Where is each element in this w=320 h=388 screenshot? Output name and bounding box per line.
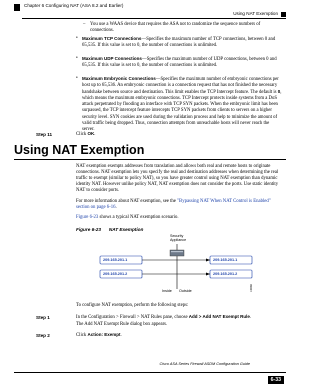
step-1-text: In the Configuration > Firewall > NAT Rules pane, choose Add > Add NAT Exempt Rule.: [76, 314, 252, 320]
add-nat-exempt-rule-keyword: Add > Add NAT Exempt Rule: [188, 314, 250, 319]
step-11-text: Click OK.: [76, 131, 96, 137]
figure-6-23-link[interactable]: Figure 6-23: [76, 215, 99, 220]
book-title: Cisco ASA Series Firewall ASDM Configuration Guide: [159, 362, 250, 366]
section-header: Using NAT Exemption: [233, 11, 278, 16]
figure-reference-paragraph: Figure 6-23 shows a typical NAT exemption scenario.: [76, 215, 179, 220]
section-intro-paragraph: NAT exemption exempts addresses from translation and allows both real and remote hosts to originate connections. NAT exemption lets you specify the real and destination addresses when determining the real traffic to exempt (similar to policy NAT), so you have greater control using NAT exemption than dynamic identity NAT. However unlike policy NAT, NAT exemption does not consider the ports. Use static identity NAT to consider ports.: [76, 164, 279, 194]
addr-top-right: 209.165.201.1: [213, 257, 238, 262]
chapter-title: Chapter 6 Configuring NAT (ASA 8.2 and Earlier): [24, 3, 124, 8]
configure-intro: To configure NAT exemption, perform the following steps:: [76, 303, 189, 308]
figure-id: 130062: [250, 284, 253, 292]
security-appliance-icon: [170, 250, 184, 256]
footer-rule: [14, 372, 286, 373]
section-marker: [281, 12, 286, 17]
figure-label: Figure 6-23 NAT Exemption: [76, 227, 144, 232]
sub-item-waas: – You use a WAAS device that requires the ASA not to randomize the sequence numbers of connections.: [83, 22, 261, 34]
bullet-max-udp: • Maximum UDP Connections—Specifies the maximum number of UDP connections, between 0 and 65,535. If this value is set to 0, the number of connections is unlimited.: [76, 56, 277, 69]
step-2-label: Step 2: [36, 333, 50, 338]
addr-bottom-left: 209.165.201.2: [103, 271, 128, 276]
ok-keyword: OK: [87, 131, 95, 136]
arrowhead-bottom: [206, 273, 210, 276]
bullet-max-tcp: • Maximum TCP Connections—Specifies the maximum number of TCP connections, between 0 and 65,535. If this value is set to 0, the number of connections is unlimited.: [76, 36, 276, 49]
outside-label: Outside: [179, 289, 192, 293]
page-number: 6-33: [268, 376, 284, 384]
term-max-tcp: Maximum TCP Connections: [82, 36, 142, 41]
diagram-svg: [96, 234, 256, 296]
section-rule: [14, 159, 286, 160]
bullet-max-embryonic: • Maximum Embryonic Connections—Specifies the maximum number of embryonic connections per host up to 65,536. An embryonic connection is a connection request that has not finished the necessary handshake between source and destination. This limit enables the TCP Intercept feature. The default is 0, which means the maximum embryonic connections. TCP Intercept protects inside systems from a DoS attack perpetrated by flooding an interface with TCP SYN packets. When the embryonic limit has been surpassed, the TCP intercept feature intercepts TCP SYN packets from clients to servers on a higher security level. SYN cookies are used during the validation process and help to minimize the amount of valid traffic being dropped. Thus, connection attempts from unreachable hosts will never reach the server.: [76, 76, 282, 132]
header-rule: [22, 18, 286, 19]
appliance-highlight: [171, 251, 183, 252]
action-exempt-keyword: Action: Exempt: [87, 332, 121, 337]
step-1-result: The Add NAT Exempt Rule dialog box appears.: [76, 322, 168, 327]
step-11-label: Step 11: [36, 132, 53, 137]
step-1-label: Step 1: [36, 315, 50, 320]
term-max-embryonic: Maximum Embryonic Connections: [82, 76, 156, 81]
addr-top-left: 209.165.201.1: [103, 257, 128, 262]
bypass-nat-link[interactable]: "Bypassing NAT When NAT Control is Enabled" section on page 6-16: [76, 199, 271, 211]
step-2-text: Click Action: Exempt.: [76, 332, 122, 338]
addr-bottom-right: 209.165.201.2: [213, 271, 238, 276]
arrowhead-top: [206, 259, 210, 262]
nat-exemption-diagram: [96, 234, 256, 296]
security-appliance-label: Security Appliance: [170, 234, 187, 243]
chapter-marker: [14, 4, 20, 11]
section-title: Using NAT Exemption: [14, 143, 145, 157]
inside-label: Inside: [162, 289, 172, 293]
term-max-udp: Maximum UDP Connections: [82, 56, 142, 61]
more-info-paragraph: For more information about NAT exemption, see the "Bypassing NAT When NAT Control is Enabled" section on page 6-16.: [76, 199, 271, 211]
